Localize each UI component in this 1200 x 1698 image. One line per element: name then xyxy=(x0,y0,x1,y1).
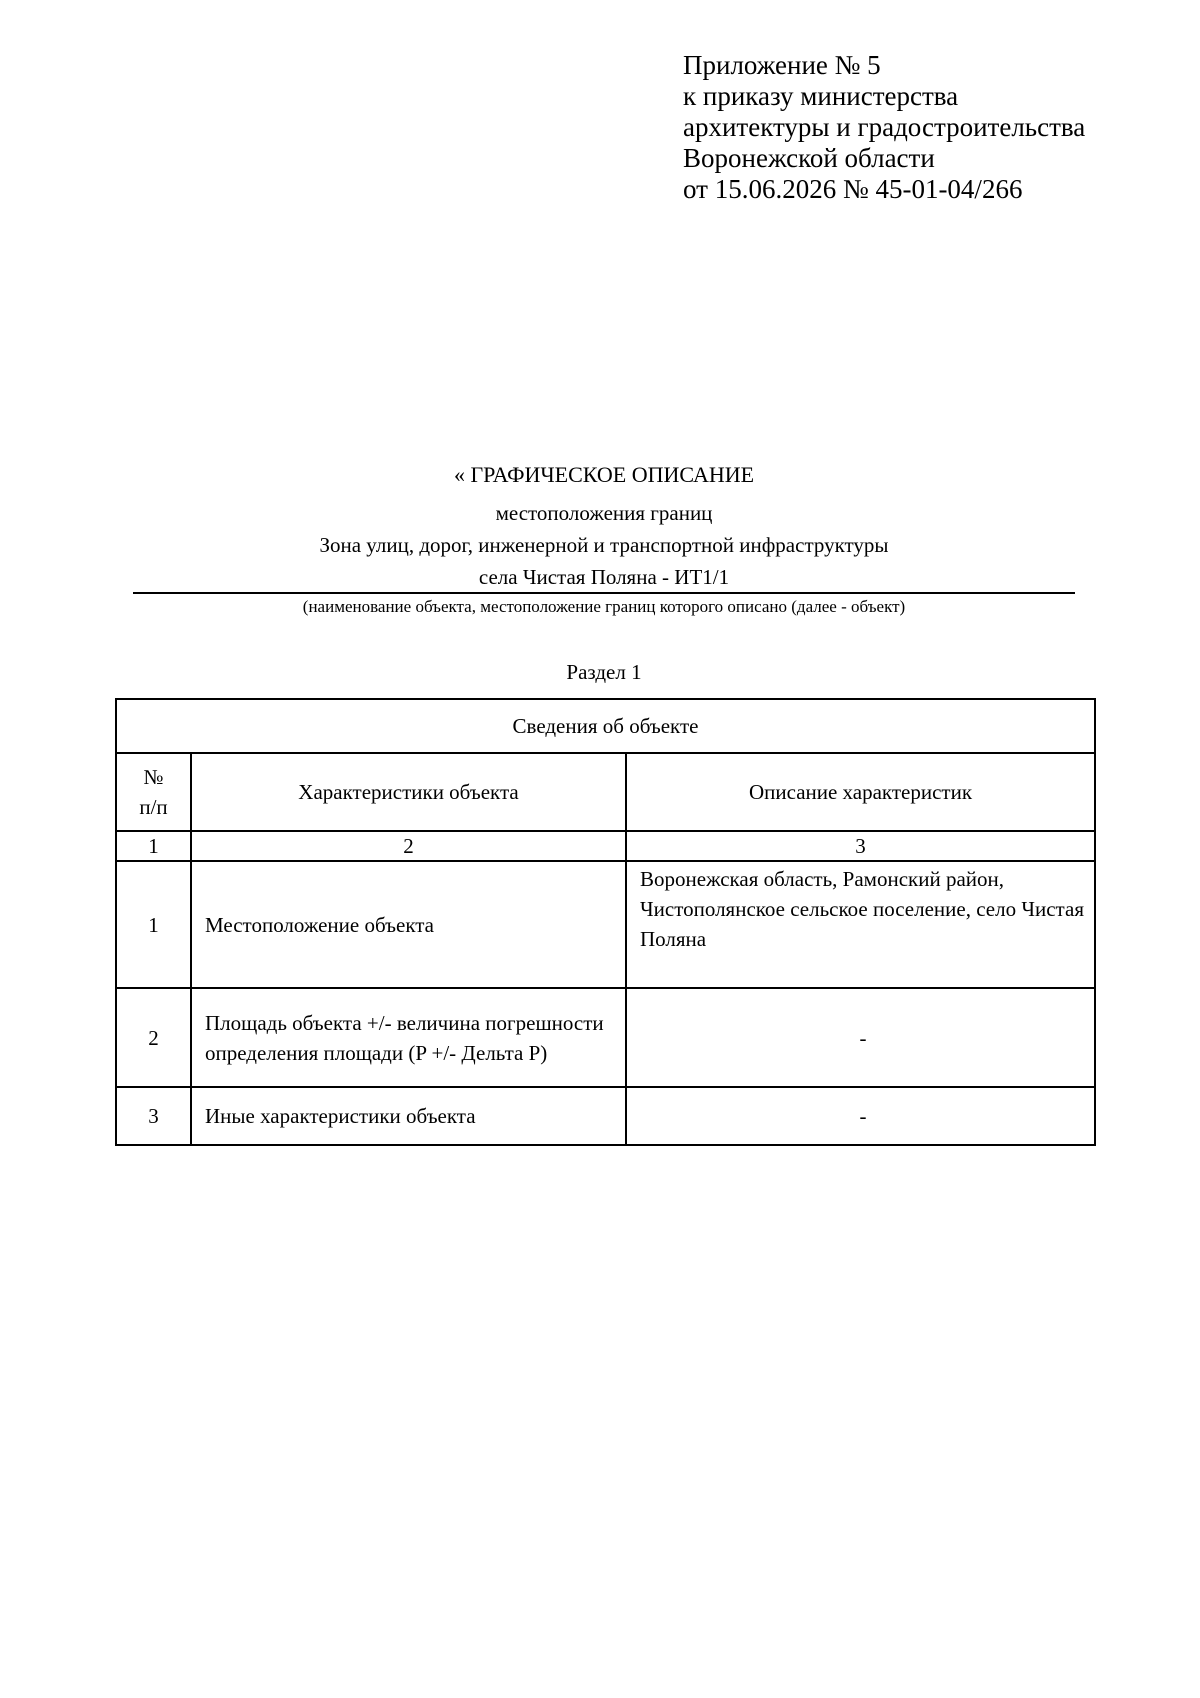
appendix-block xyxy=(683,50,1085,205)
column-index: 3 xyxy=(626,831,1095,861)
appendix-line: от 15.06.2026 № 45-01-04/266 xyxy=(683,174,1023,204)
table-row xyxy=(116,861,1095,988)
header-num-abbr: п/п xyxy=(139,795,168,819)
table-row xyxy=(116,1087,1095,1145)
row-number: 1 xyxy=(116,861,191,988)
appendix-line: Приложение № 5 xyxy=(683,50,881,80)
row-characteristic: Местоположение объекта xyxy=(191,861,626,988)
appendix-line: Воронежской области xyxy=(683,143,935,173)
table-caption: Сведения об объекте xyxy=(116,699,1095,753)
document-subtitle: местоположения границ xyxy=(495,501,713,525)
row-characteristic: Площадь объекта +/- величина погрешности определения площади (P +/- Дельта P) xyxy=(191,988,626,1087)
header-description: Описание характеристик xyxy=(626,753,1095,831)
row-description: - xyxy=(626,988,1095,1087)
object-name-line: Зона улиц, дорог, инженерной и транспортной инфраструктуры xyxy=(319,533,889,557)
row-description: Воронежская область, Рамонский район, Чистополянское сельское поселение, село Чистая Поляна xyxy=(626,861,1095,988)
table-caption-row xyxy=(116,699,1095,753)
header-num xyxy=(116,753,191,831)
document-title-block xyxy=(133,462,1075,593)
header-characteristics: Характеристики объекта xyxy=(191,753,626,831)
object-name-underline xyxy=(133,592,1075,594)
document-title: « ГРАФИЧЕСКОЕ ОПИСАНИЕ xyxy=(453,462,755,487)
underline-caption: (наименование объекта, местоположение границ которого описано (далее - объект) xyxy=(302,597,906,616)
appendix-line: к приказу министерства xyxy=(683,81,959,111)
header-num-symbol: № xyxy=(143,765,164,789)
appendix-line: архитектуры и градостроительства xyxy=(683,112,1086,142)
row-description: - xyxy=(626,1087,1095,1145)
table-row xyxy=(116,988,1095,1087)
column-index: 2 xyxy=(191,831,626,861)
object-name-line: села Чистая Поляна - ИТ1/1 xyxy=(478,565,730,589)
section-label: Раздел 1 xyxy=(566,660,642,684)
table-header-row xyxy=(116,753,1095,831)
column-index-row xyxy=(116,831,1095,861)
column-index: 1 xyxy=(116,831,191,861)
row-number: 3 xyxy=(116,1087,191,1145)
row-characteristic: Иные характеристики объекта xyxy=(191,1087,626,1145)
object-info-table xyxy=(115,698,1096,1146)
row-number: 2 xyxy=(116,988,191,1087)
